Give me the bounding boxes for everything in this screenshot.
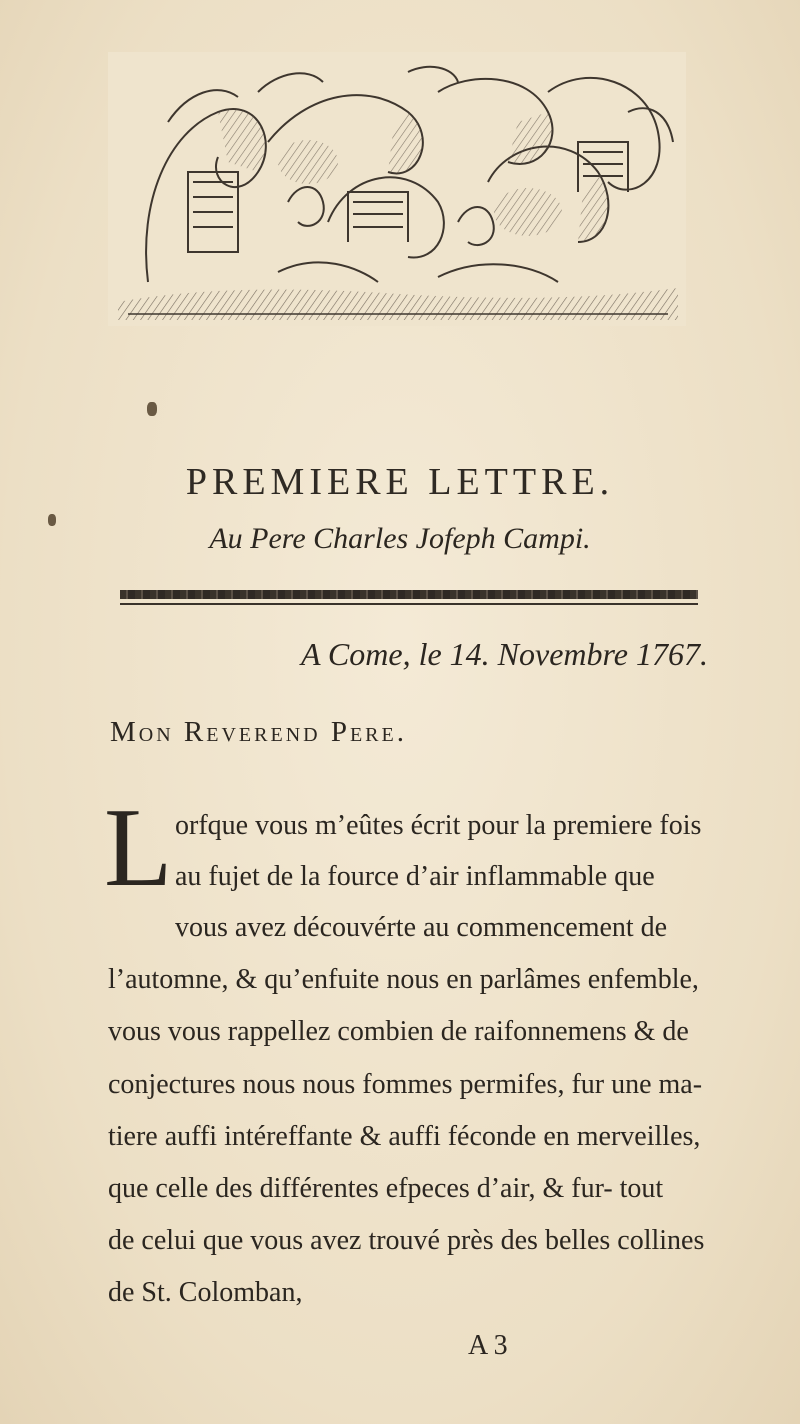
letter-title: PREMIERE LETTRE. <box>185 461 615 503</box>
body-line: que celle des différentes efpeces d’air, & fur- tout <box>108 1173 664 1204</box>
drop-cap: L <box>104 786 173 910</box>
header-rule <box>120 590 698 599</box>
ink-speck <box>147 402 157 416</box>
body-line: vous vous rappellez combien de raifonnemens & de <box>108 1016 689 1047</box>
salutation: Mon Reverend Pere. <box>110 716 407 748</box>
body-line: conjectures nous nous fommes permifes, fur une ma- <box>108 1069 703 1100</box>
dateline: A Come, le 14. Novembre 1767. <box>300 636 708 672</box>
body-line: au fujet de la fource d’air inflammable que <box>175 861 655 892</box>
body-line: orfque vous m’eûtes écrit pour la premiere fois <box>175 810 702 841</box>
letter-addressee: Au Pere Charles Jofeph Campi. <box>209 522 591 555</box>
body-line: vous avez découvérte au commencement de <box>175 912 668 943</box>
engraved-vignette-ornament-icon <box>108 52 686 326</box>
body-line: de celui que vous avez trouvé près des belles collines <box>108 1225 705 1256</box>
signature-mark: A 3 <box>468 1330 508 1361</box>
header-rule-thin <box>120 603 698 605</box>
body-line: tiere auffi intéreffante & auffi féconde en merveilles, <box>108 1121 701 1152</box>
body-line: l’automne, & qu’enfuite nous en parlâmes enfemble, <box>108 964 699 995</box>
body-line: de St. Colomban, <box>108 1277 303 1308</box>
